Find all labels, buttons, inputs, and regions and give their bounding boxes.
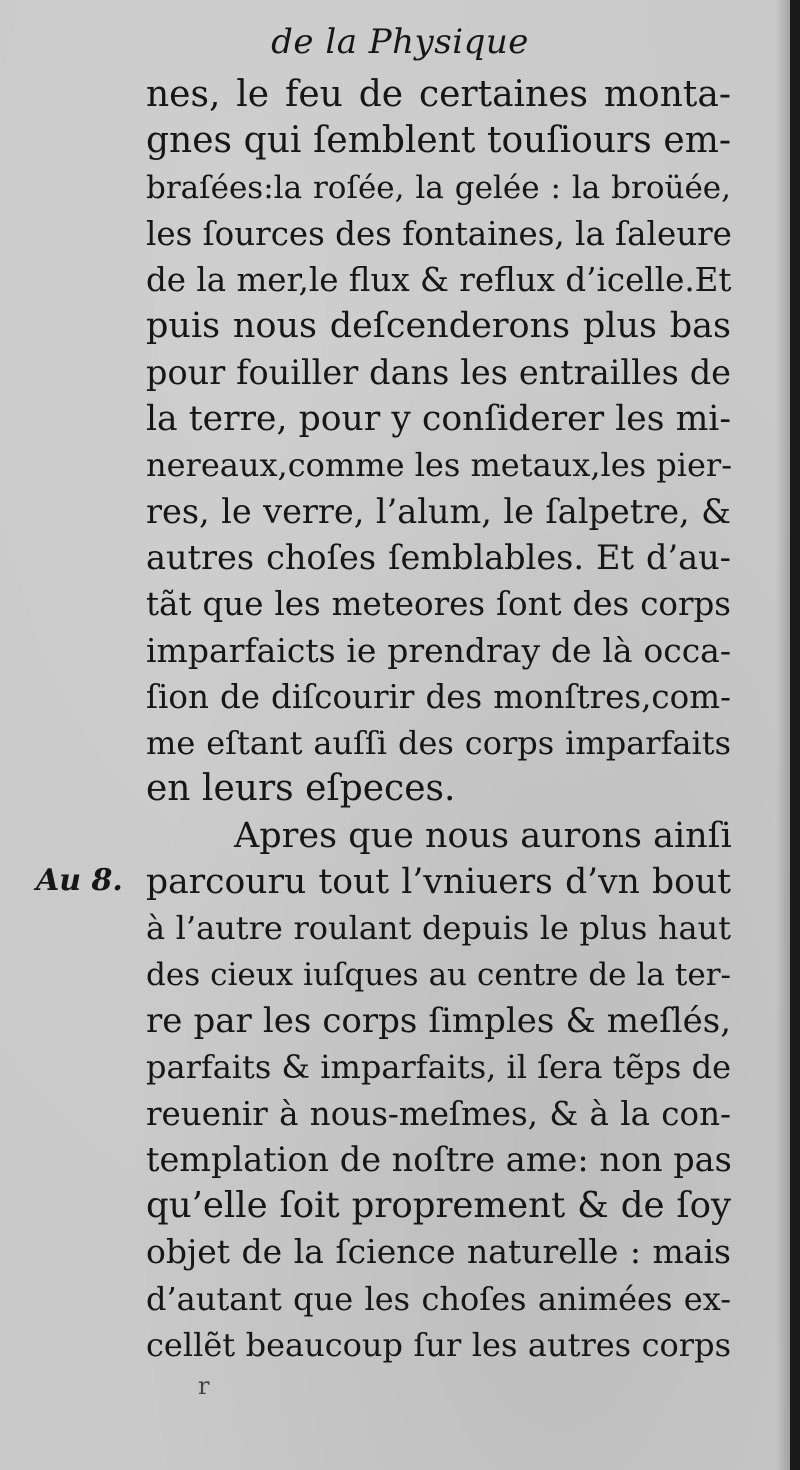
stray-ink-mark: r — [198, 1372, 210, 1400]
text-line: les ſources des fontaines, la ſaleure — [146, 214, 732, 253]
text-line: Apres que nous aurons ainſi — [234, 815, 732, 856]
text-line: ſion de diſcourir des monſtres,com- — [146, 677, 731, 716]
body-text — [146, 72, 731, 1368]
text-line: cellẽt beaucoup ſur les autres corps — [146, 1326, 731, 1365]
text-line: de la mer,le flux & reflux d’icelle.Et — [146, 261, 732, 300]
text-line: templation de noſtre ame: non pas — [146, 1139, 732, 1179]
margin-note: Au 8. — [36, 863, 123, 898]
text-line: autres choſes ſemblables. Et d’au- — [146, 537, 731, 577]
text-line: pour fouiller dans les entrailles de — [146, 352, 731, 392]
text-line: tãt que les meteores ſont des corps — [146, 585, 731, 624]
text-line: reuenir à nous-meſmes, & à la con- — [146, 1094, 731, 1133]
text-line: des cieux iuſques au centre de la ter- — [146, 956, 731, 993]
text-line: puis nous deſcenderons plus bas — [146, 306, 731, 347]
text-line: qu’elle ſoit proprement & de ſoy — [146, 1185, 731, 1227]
text-line: parfaits & imparfaits, il ſera tẽps de — [146, 1048, 731, 1087]
text-line: à l’autre roulant depuis le plus haut — [146, 909, 731, 948]
text-line: d’autant que les choſes animées ex- — [146, 1279, 731, 1318]
text-line: me eſtant auſſi des corps imparfaits — [146, 724, 731, 763]
text-line: re par les corps ſimples & meſlés, — [146, 1000, 731, 1041]
page-edge — [790, 0, 800, 1470]
text-line: la terre, pour y conſiderer les mi- — [146, 399, 731, 440]
text-line: gnes qui ſemblent touſiours em- — [146, 120, 731, 162]
text-line: nes, le feu de certaines monta- — [146, 74, 731, 115]
text-line: parcouru tout l’vniuers d’vn bout — [146, 862, 731, 903]
text-line: res, le verre, l’alum, le ſalpetre, & — [146, 491, 731, 531]
running-head: de la Physique — [271, 22, 529, 62]
text-line: imparfaicts ie prendray de là occa- — [146, 630, 731, 670]
text-line: objet de la ſcience naturelle : mais — [146, 1232, 731, 1272]
text-line: en leurs eſpeces. — [146, 768, 456, 810]
text-line: braſées:la roſée, la gelée : la broüée, — [146, 169, 731, 206]
text-line: nereaux,comme les metaux,les pier- — [146, 446, 733, 485]
page-edge-shadow — [776, 0, 790, 1470]
